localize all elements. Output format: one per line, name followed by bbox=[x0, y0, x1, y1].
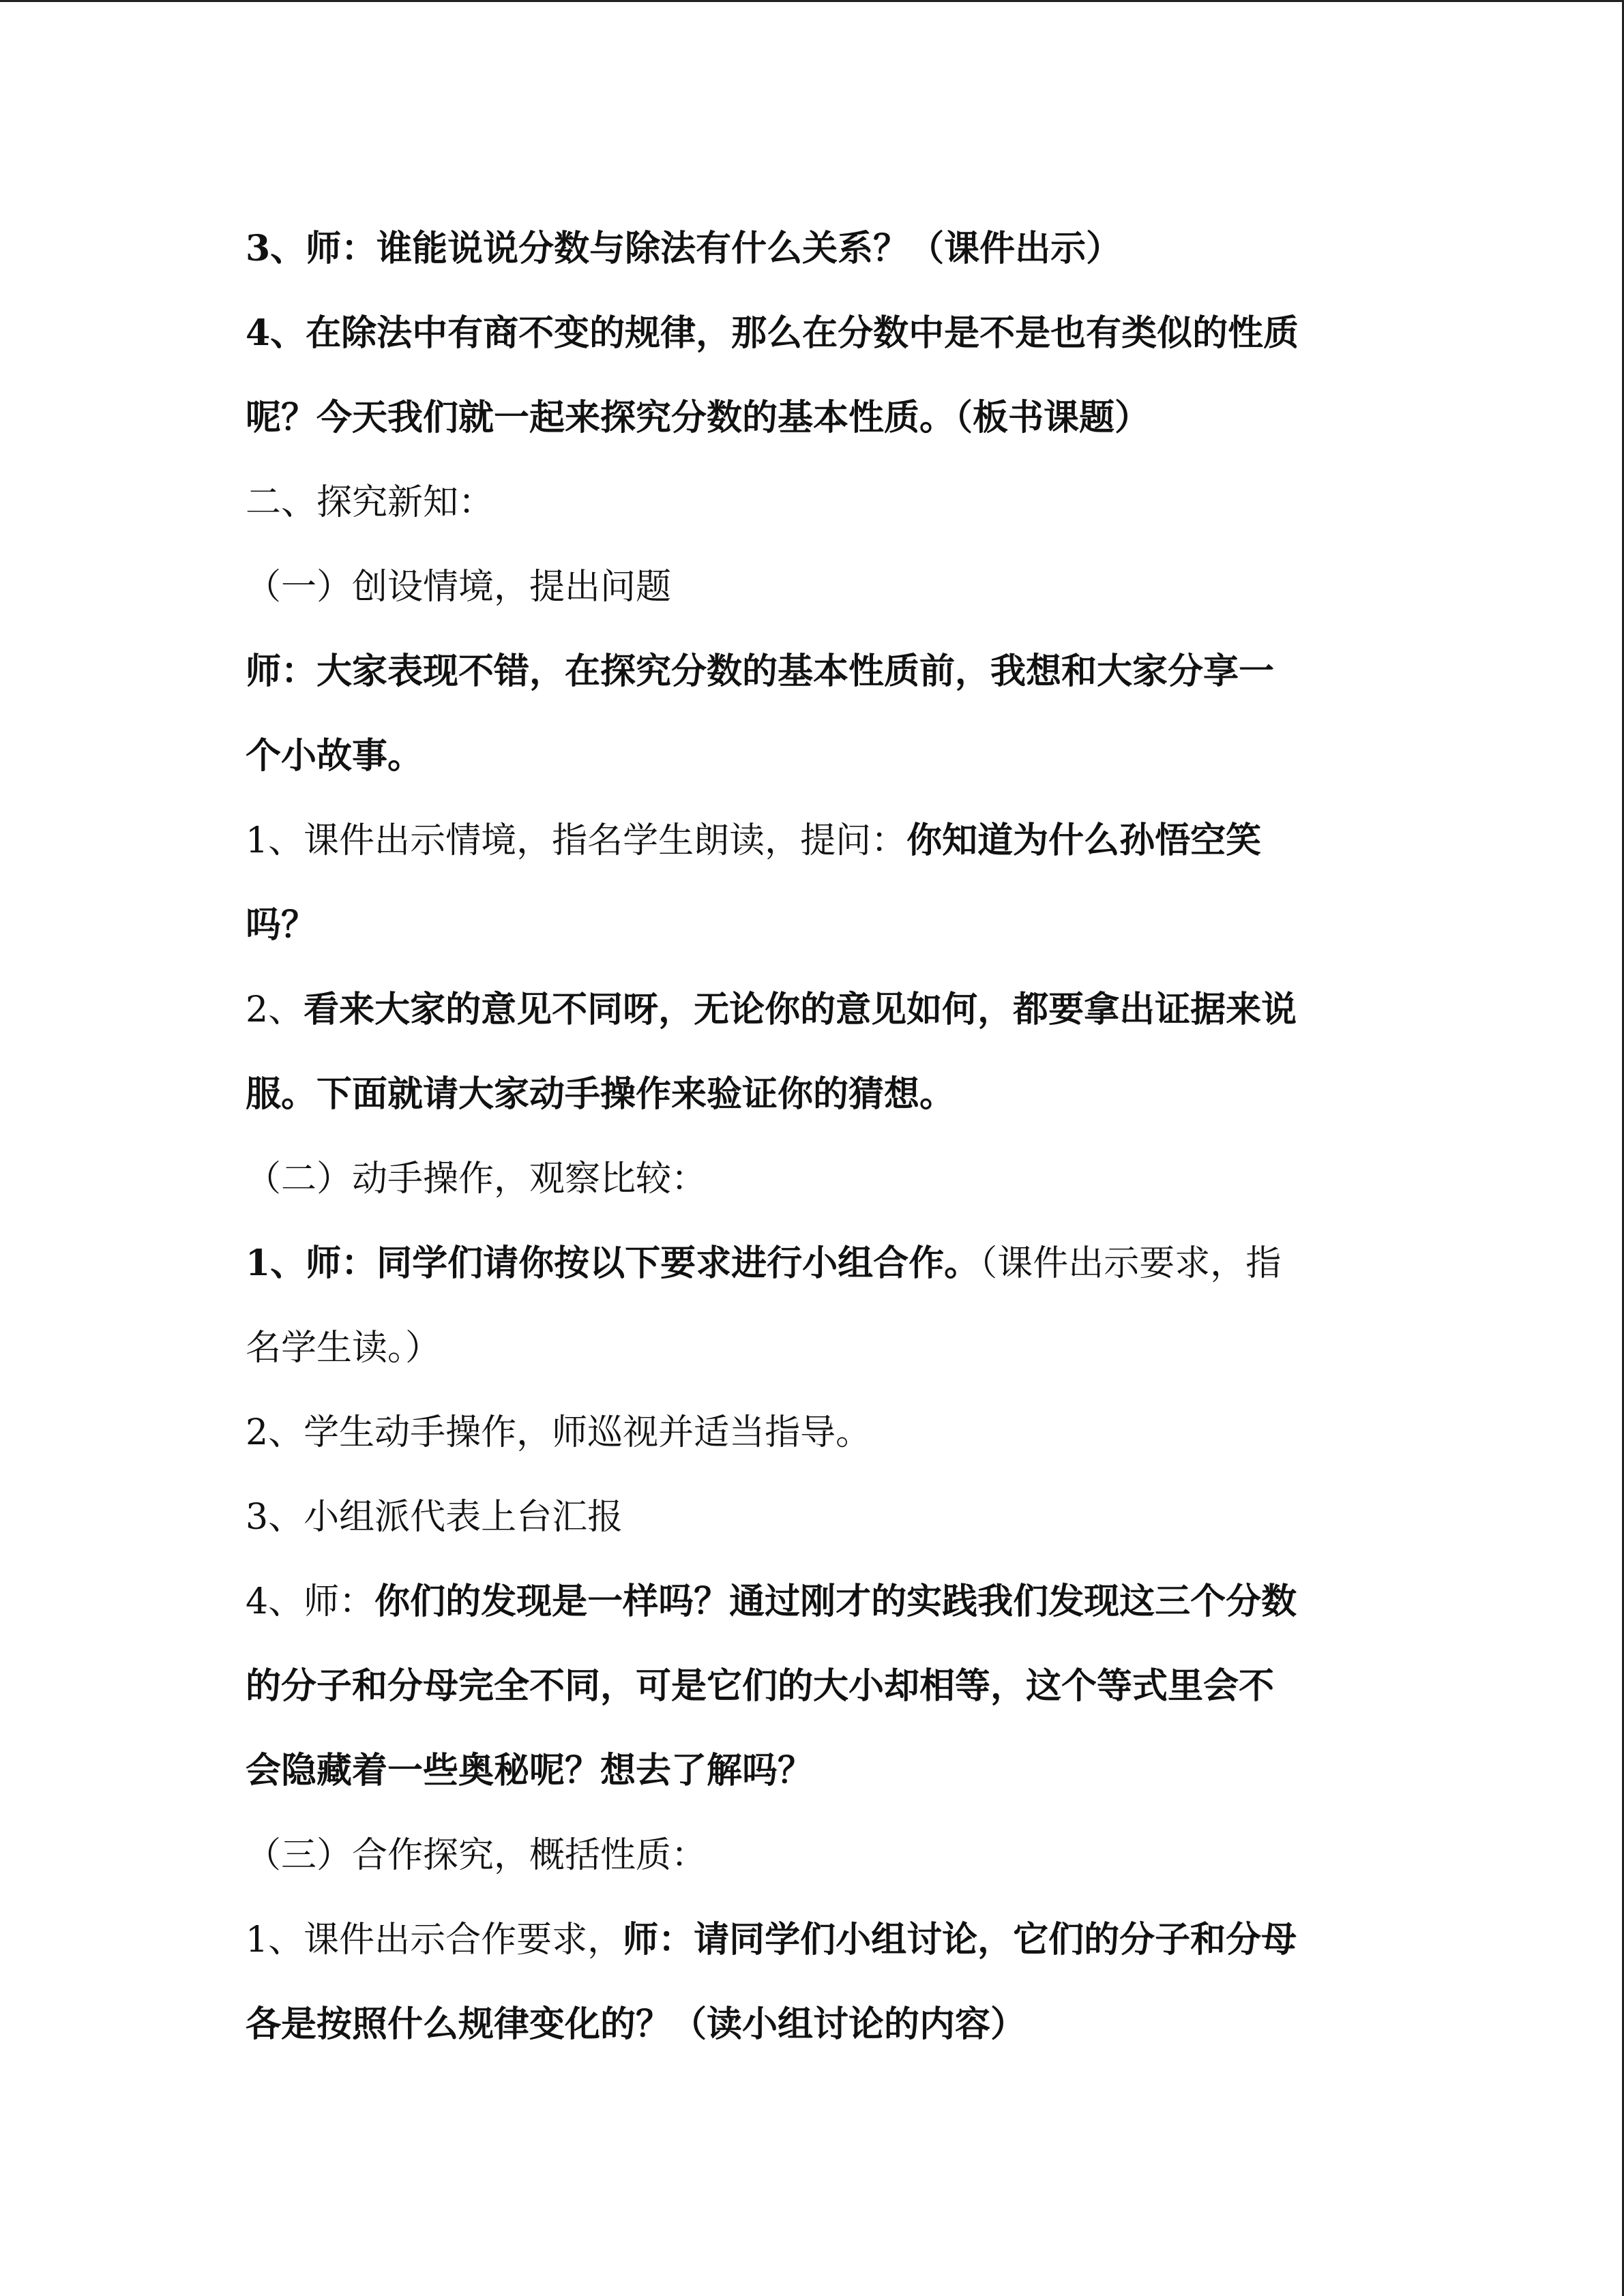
text-segment: （二）动手操作，观察比较： bbox=[246, 1159, 707, 1199]
text-segment: 1、课件出示情境，指名学生朗读，提问： bbox=[246, 820, 907, 861]
text-segment: 4、师： bbox=[246, 1581, 375, 1622]
bold-text-segment: 1、师：同学们请你按以下要求进行小组合作。 bbox=[246, 1242, 980, 1284]
text-line bbox=[246, 1390, 1378, 1475]
text-segment: （课件出示要求，指 bbox=[979, 1243, 1282, 1284]
text-segment: 2、学生动手操作，师巡视并适当指导。 bbox=[246, 1412, 872, 1453]
bold-text-segment: 你知道为什么孙悟空笑 bbox=[906, 820, 1262, 861]
bold-text-segment: 看来大家的意见不同呀，无论你的意见如何，都要拿出证据来说 bbox=[304, 989, 1297, 1030]
text-line bbox=[246, 1052, 1378, 1137]
text-line bbox=[246, 1813, 1378, 1898]
text-line bbox=[246, 1560, 1378, 1644]
text-line bbox=[246, 1306, 1378, 1390]
text-line bbox=[246, 291, 1378, 376]
text-line bbox=[246, 883, 1378, 968]
text-segment: 3、小组派代表上台汇报 bbox=[246, 1497, 623, 1538]
text-line bbox=[246, 1137, 1378, 1221]
text-line bbox=[246, 629, 1378, 714]
text-line bbox=[246, 376, 1378, 460]
bold-text-segment: 你们的发现是一样吗？通过刚才的实践我们发现这三个分数 bbox=[374, 1581, 1297, 1622]
text-line bbox=[246, 1644, 1378, 1729]
text-line bbox=[246, 545, 1378, 629]
text-segment: 二、探究新知： bbox=[246, 482, 494, 523]
bold-text-segment: 的分子和分母完全不同，可是它们的大小却相等，这个等式里会不 bbox=[246, 1665, 1275, 1707]
text-line bbox=[246, 1898, 1378, 1982]
text-line bbox=[246, 799, 1378, 883]
bold-text-segment: 3、师：谁能说说分数与除法有什么关系？（课件出示） bbox=[246, 228, 1122, 269]
text-line bbox=[246, 207, 1378, 291]
text-segment: （三）合作探究，概括性质： bbox=[246, 1835, 707, 1876]
text-line bbox=[246, 1221, 1378, 1306]
text-segment: （一）创设情境，提出问题 bbox=[246, 567, 672, 608]
bold-text-segment: 吗？ bbox=[246, 904, 317, 946]
text-line bbox=[246, 460, 1378, 545]
bold-text-segment: 各是按照什么规律变化的？（读小组讨论的内容） bbox=[246, 2003, 1027, 2045]
text-line bbox=[246, 1729, 1378, 1813]
text-line bbox=[246, 968, 1378, 1052]
bold-text-segment: 呢？今天我们就一起来探究分数的基本性质。（板书课题） bbox=[246, 397, 1151, 438]
bold-text-segment: 师：大家表现不错，在探究分数的基本性质前，我想和大家分享一 bbox=[246, 651, 1275, 692]
bold-text-segment: 会隐藏着一些奥秘呢？想去了解吗？ bbox=[246, 1750, 814, 1791]
text-segment: 2、 bbox=[246, 989, 304, 1030]
text-segment: 1、课件出示合作要求， bbox=[246, 1920, 623, 1960]
text-line bbox=[246, 1982, 1378, 2067]
bold-text-segment: 4、在除法中有商不变的规律，那么在分数中是不是也有类似的性质 bbox=[246, 312, 1299, 354]
text-line bbox=[246, 1475, 1378, 1560]
bold-text-segment: 服。下面就请大家动手操作来验证你的猜想。 bbox=[246, 1073, 956, 1115]
document-body bbox=[246, 207, 1378, 2067]
text-segment: 名学生读。） bbox=[246, 1328, 441, 1369]
bold-text-segment: 师：请同学们小组讨论，它们的分子和分母 bbox=[623, 1919, 1297, 1960]
text-line bbox=[246, 714, 1378, 799]
bold-text-segment: 个小故事。 bbox=[246, 735, 424, 777]
